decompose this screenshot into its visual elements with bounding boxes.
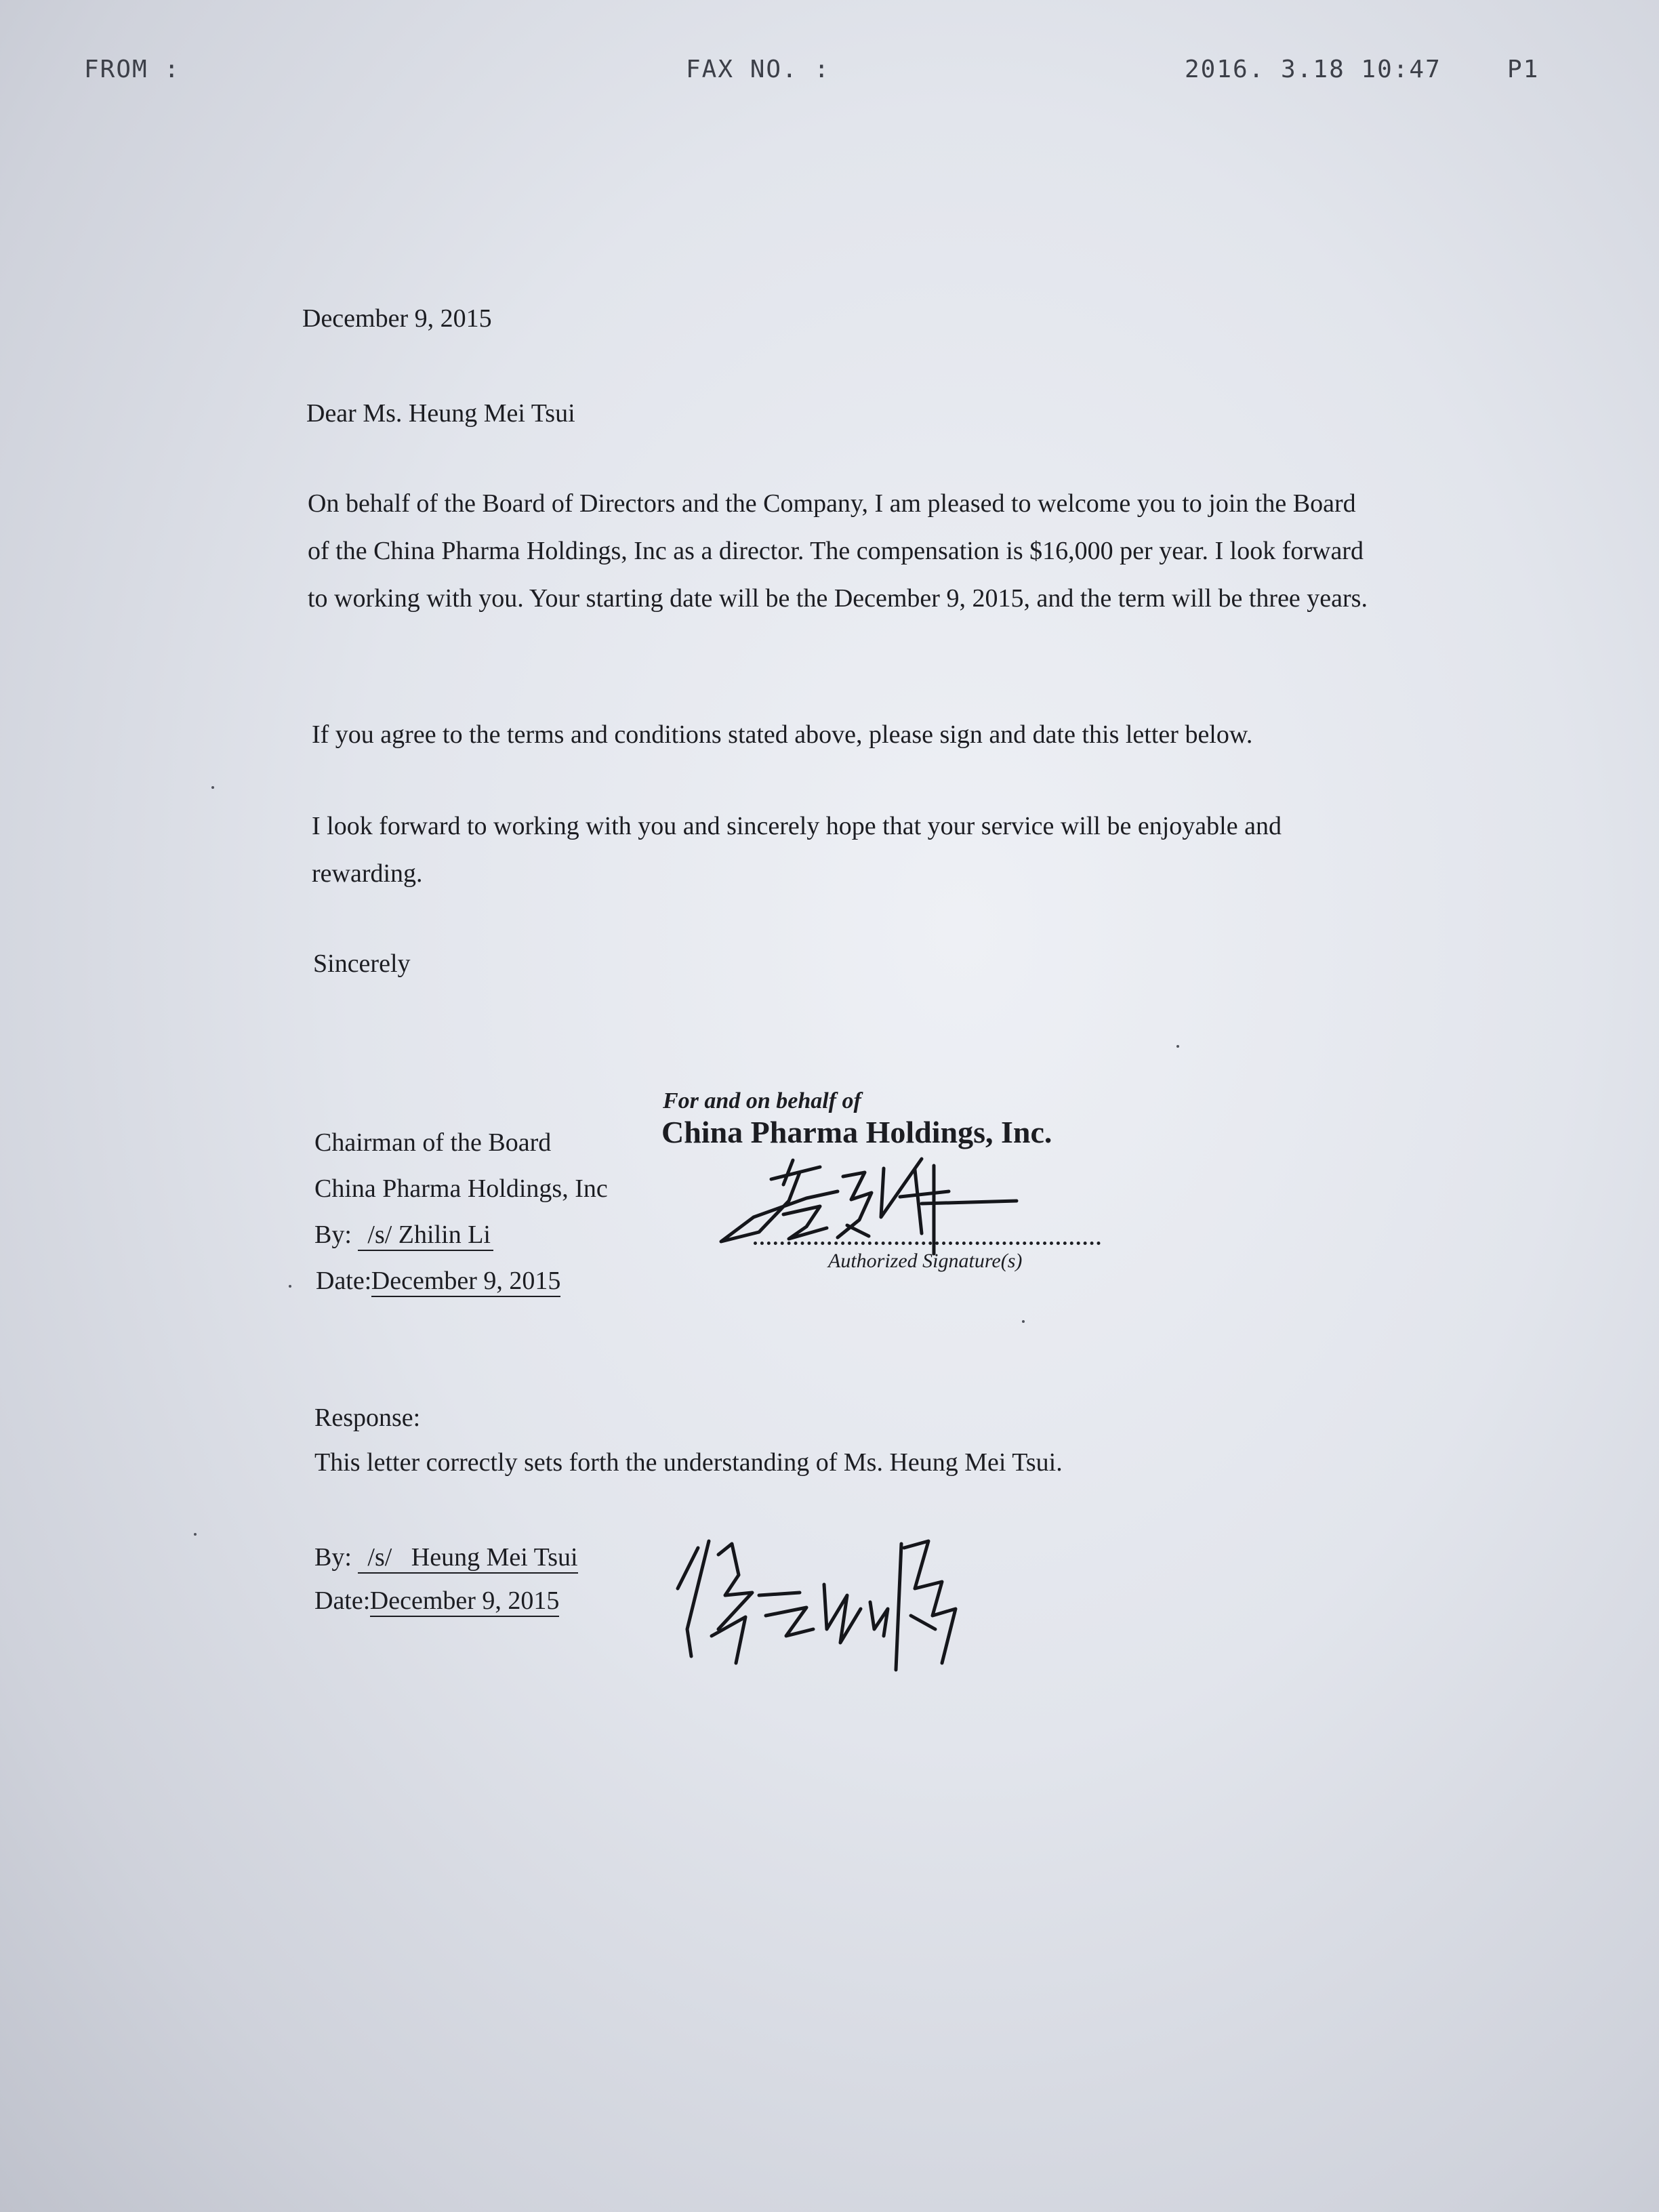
stamp-company-name: China Pharma Holdings, Inc. [661,1115,1052,1149]
signatory-by-value: /s/ Zhilin Li [358,1221,493,1251]
scan-speck [289,1285,291,1288]
respondent-handwritten-signature [671,1528,969,1690]
response-date-label: Date: [314,1586,371,1615]
response-statement: This letter correctly sets forth the understanding of Ms. Heung Mei Tsui. [314,1448,1063,1477]
closing-paragraph-line: rewarding. [312,859,423,888]
fax-page-number: P1 [1507,56,1540,83]
stamp-authorized-signature-label: Authorized Signature(s) [828,1250,1023,1272]
scan-speck [1022,1320,1025,1323]
welcome-paragraph-line: of the China Pharma Holdings, Inc as a director. The compensation is $16,000 per year. I look forward [308,537,1364,565]
response-by-line [314,1542,578,1572]
response-date-value: December 9, 2015 [370,1586,560,1617]
chairman-handwritten-signature [718,1152,1030,1261]
signatory-date-label: Date: [316,1267,372,1295]
fax-datetime: 2016. 3.18 10:47 [1185,56,1441,83]
signatory-by-label: By: [314,1221,352,1249]
closing-paragraph [312,802,1282,897]
fax-from-label: FROM : [84,56,181,83]
letter-date: December 9, 2015 [302,304,492,333]
signatory-by-line [314,1220,493,1250]
scan-speck [194,1533,197,1536]
signatory-title: Chairman of the Board [314,1128,552,1157]
response-date-line [314,1586,559,1616]
stamp-on-behalf-of: For and on behalf of [663,1088,861,1113]
response-by-value: /s/ Heung Mei Tsui [358,1543,577,1574]
response-heading: Response: [314,1404,421,1432]
signatory-date-line [316,1266,560,1296]
scan-speck [211,786,214,789]
salutation: Dear Ms. Heung Mei Tsui [306,399,575,428]
closing-paragraph-line: I look forward to working with you and sincerely hope that your service will be enjoyable and [312,812,1282,840]
closing-sincerely: Sincerely [313,949,411,978]
signatory-date-value: December 9, 2015 [371,1267,561,1297]
agreement-paragraph: If you agree to the terms and conditions stated above, please sign and date this letter below. [312,720,1253,749]
welcome-paragraph-line: to working with you. Your starting date will be the December 9, 2015, and the term will be three years. [308,584,1368,613]
response-by-label: By: [314,1543,352,1572]
signatory-company: China Pharma Holdings, Inc [314,1174,608,1203]
fax-number-label: FAX NO. : [686,56,831,83]
scan-speck [1176,1045,1179,1048]
welcome-paragraph-line: On behalf of the Board of Directors and the Company, I am pleased to welcome you to join the Board [308,489,1356,518]
welcome-paragraph [308,480,1368,622]
